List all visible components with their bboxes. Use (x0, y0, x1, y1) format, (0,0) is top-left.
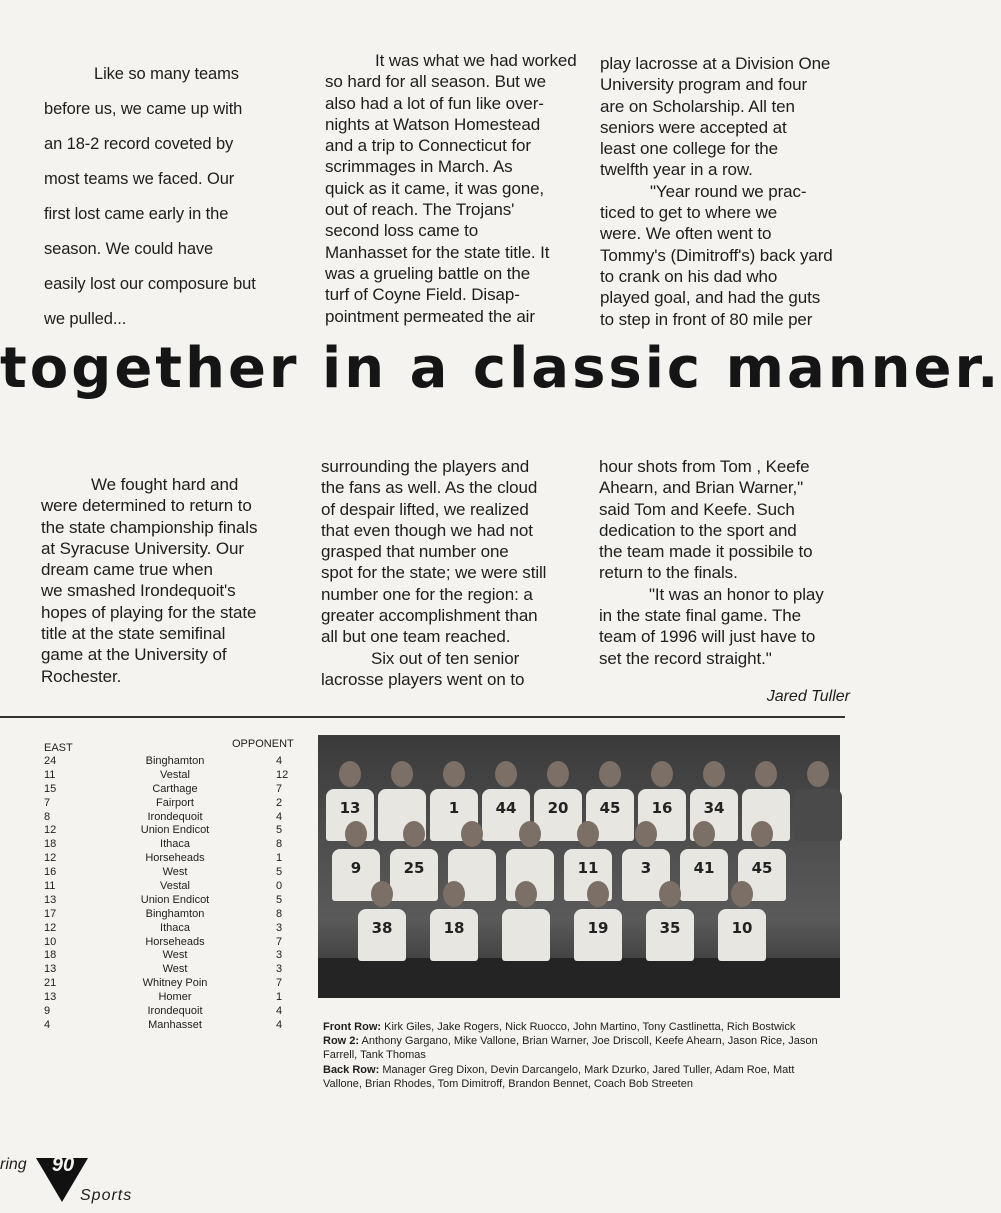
article-line: we pulled... (44, 310, 127, 328)
player-figure (646, 881, 694, 961)
score-east: 9 (44, 1005, 51, 1018)
article-line: Six out of ten senior (371, 648, 520, 668)
article-column-1 (44, 57, 306, 337)
score-east: 7 (44, 796, 51, 809)
player-head (515, 881, 537, 907)
article-line: scrimmages in March. As (325, 157, 513, 177)
player-head (403, 821, 425, 847)
article-line: team of 1996 will just have to (599, 627, 816, 647)
score-east: 21 (44, 977, 57, 990)
article-line: We fought hard and (91, 475, 239, 494)
caption-front-label: Front Row: (323, 1021, 382, 1033)
score-row (30, 866, 300, 880)
score-team: Manhasset (148, 1018, 202, 1031)
article-line: nights at Watson Homestead (325, 114, 541, 134)
score-team: Union Endicot (140, 893, 210, 906)
coach-figure (794, 761, 842, 841)
byline: Jared Tuller (766, 688, 850, 705)
jersey-number: 41 (680, 849, 728, 901)
score-team: Fairport (156, 796, 194, 809)
article-line: "It was an honor to play (649, 584, 824, 604)
article-column-4 (41, 474, 303, 687)
article-line: said Tom and Keefe. Such (599, 499, 795, 519)
player-head (731, 881, 753, 907)
score-opp: 3 (276, 963, 283, 976)
article-line: Tommy's (Dimitroff's) back yard (600, 245, 833, 265)
score-opp: 5 (276, 866, 283, 879)
article-line: of despair lifted, we realized (321, 499, 529, 519)
article-line: was a grueling battle on the (325, 263, 531, 283)
article-line: dedication to the sport and (599, 520, 797, 540)
score-opp: 8 (276, 838, 283, 851)
score-east: 11 (44, 880, 56, 893)
score-east: 24 (44, 755, 57, 767)
article-column-2 (325, 50, 583, 327)
player-head (547, 761, 569, 787)
article-line: at Syracuse University. Our (41, 538, 244, 558)
score-opp: 8 (276, 907, 283, 920)
score-row (30, 908, 300, 922)
score-opp: 1 (276, 852, 283, 865)
score-team: Vestal (160, 768, 190, 781)
score-opp: 0 (276, 880, 283, 893)
article-line: before us, we came up with (44, 100, 243, 118)
article-line: so hard for all season. But we (325, 72, 546, 92)
jersey-number: 11 (564, 849, 612, 901)
score-row (30, 1005, 300, 1019)
headline: together in a classic manner. (0, 336, 1001, 401)
score-opp: 7 (276, 977, 283, 990)
player-figure (430, 881, 478, 961)
score-opp: 7 (276, 782, 283, 795)
page-number: 90 (51, 1154, 75, 1176)
score-opp: 12 (276, 768, 289, 781)
article-line: were. We often went to (600, 224, 772, 244)
article-line: Like so many teams (94, 65, 239, 83)
player-head (391, 761, 413, 787)
article-line: twelfth year in a row. (600, 160, 753, 180)
article-line: University program and four (600, 75, 808, 95)
score-east: 18 (44, 949, 57, 962)
article-line: season. We could have (44, 240, 214, 258)
score-team: Whitney Poin (142, 977, 208, 990)
player-head (461, 821, 483, 847)
article-line: that even though we had not (321, 520, 533, 540)
score-team: Horseheads (145, 935, 205, 948)
player-head (755, 761, 777, 787)
player-figure (358, 881, 406, 961)
score-team: Homer (158, 991, 192, 1004)
article-column-6 (599, 456, 860, 669)
article-line: are on Scholarship. All ten (600, 96, 795, 116)
score-row (30, 894, 300, 908)
score-row (30, 922, 300, 936)
jersey-number: 34 (690, 789, 738, 841)
article-line: play lacrosse at a Division One (600, 54, 831, 73)
jersey-number: 20 (534, 789, 582, 841)
jersey-number: 18 (430, 909, 478, 961)
article-line: to step in front of 80 mile per (600, 309, 813, 329)
score-row (30, 880, 300, 894)
score-opp: 4 (276, 755, 283, 767)
score-east: 15 (44, 782, 57, 795)
score-east: 18 (44, 838, 57, 851)
jersey-number: 45 (738, 849, 786, 901)
article-line: most teams we faced. Our (44, 170, 235, 188)
player-head (693, 821, 715, 847)
jersey-number: 38 (358, 909, 406, 961)
page-footer (0, 1150, 200, 1213)
player-head (599, 761, 621, 787)
score-opp: 2 (276, 796, 283, 809)
caption-row2-label: Row 2: (323, 1035, 360, 1048)
player-head (339, 761, 361, 787)
article-line: surrounding the players and (321, 457, 530, 476)
score-team: Union Endicot (140, 824, 210, 837)
article-line: game at the University of (41, 645, 227, 665)
player-figure (502, 881, 550, 961)
article-line: set the record straight." (599, 648, 772, 668)
jersey-number (502, 909, 550, 961)
score-east: 17 (44, 907, 57, 920)
article-line: out of reach. The Trojans' (325, 200, 515, 220)
score-team: Vestal (160, 880, 190, 893)
score-row (30, 949, 300, 963)
score-row (30, 769, 300, 783)
score-opp: 3 (276, 921, 283, 934)
score-opp: 5 (276, 893, 283, 906)
score-row (30, 811, 300, 825)
article-line: title at the state semifinal (41, 624, 226, 644)
jersey-number: 13 (326, 789, 374, 841)
score-opp: 4 (276, 810, 283, 823)
article-line: spot for the state; we were still (321, 563, 547, 583)
score-team: West (162, 963, 188, 976)
article-line: return to the finals. (599, 563, 738, 583)
caption-front-text: Kirk Giles, Jake Rogers, Nick Ruocco, John Martino, Tony Castlinetta, Rich Bostwick (384, 1021, 796, 1033)
article-line: the state championship finals (41, 517, 258, 537)
article-line: Ahearn, and Brian Warner," (599, 478, 804, 498)
article-line: hour shots from Tom , Keefe (599, 457, 810, 476)
score-row (30, 797, 300, 811)
article-line: we smashed Irondequoit's (41, 581, 236, 601)
article-line: and a trip to Connecticut for (325, 136, 531, 156)
score-row (30, 936, 300, 950)
score-row (30, 977, 300, 991)
article-line: first lost came early in the (44, 205, 229, 223)
player-head (659, 881, 681, 907)
article-line: "Year round we prac- (650, 181, 807, 201)
jersey-number: 45 (586, 789, 634, 841)
jersey-number: 1 (430, 789, 478, 841)
article-line: an 18-2 record coveted by (44, 135, 234, 153)
score-row (30, 824, 300, 838)
player-head (519, 821, 541, 847)
jersey-number: 25 (390, 849, 438, 901)
score-east: 12 (44, 824, 57, 837)
score-opp: 5 (276, 824, 283, 837)
score-east: 10 (44, 935, 57, 948)
section-divider (0, 716, 845, 718)
article-line: grasped that number one (321, 542, 509, 562)
score-team: Carthage (152, 782, 198, 795)
score-east: 11 (44, 768, 56, 781)
article-line: in the state final game. The (599, 606, 801, 626)
player-head (443, 761, 465, 787)
player-head (577, 821, 599, 847)
jersey-number (794, 789, 842, 841)
article-line: It was what we had worked (375, 51, 577, 70)
caption-back-text: Manager Greg Dixon, Devin Darcangelo, Mark Dzurko, Jared Tuller, Adam Roe, Matt Vallone, Brian Rhodes, Tom Dimitroff, Brandon Bennet, Coach Bob Streeten (323, 1063, 795, 1090)
jersey-number: 9 (332, 849, 380, 901)
article-line: were determined to return to (41, 496, 252, 516)
player-figure (574, 881, 622, 961)
player-figure (718, 881, 766, 961)
player-head (345, 821, 367, 847)
jersey-number: 10 (718, 909, 766, 961)
footer-section: Sports (80, 1187, 133, 1204)
jersey-number: 44 (482, 789, 530, 841)
score-row (30, 783, 300, 797)
score-team: Binghamton (145, 755, 205, 767)
article-line: seniors were accepted at (600, 117, 787, 137)
article-line: turf of Coyne Field. Disap- (325, 285, 520, 305)
team-photo (318, 735, 840, 998)
score-east: 12 (44, 852, 57, 865)
player-head (443, 881, 465, 907)
score-opp: 3 (276, 949, 283, 962)
footer-season: ring (0, 1156, 27, 1173)
score-row (30, 838, 300, 852)
score-opp: 4 (276, 1018, 283, 1031)
score-team: Irondequoit (147, 1005, 203, 1018)
article-line: ticed to get to where we (600, 203, 778, 223)
east-header: EAST (44, 742, 73, 754)
article-line: Rochester. (41, 666, 122, 686)
score-opp: 1 (276, 991, 283, 1004)
score-rows (30, 755, 300, 1033)
score-east: 16 (44, 866, 57, 879)
opponent-header: OPPONENT (232, 738, 294, 750)
score-team: Irondequoit (147, 810, 203, 823)
article-line: quick as it came, it was gone, (325, 178, 545, 198)
article-column-5 (321, 456, 583, 690)
article-line: the team made it possibile to (599, 542, 813, 562)
caption-row2-text: Anthony Gargano, Mike Vallone, Brian Warner, Joe Driscoll, Keefe Ahearn, Jason Rice, Jason Farrell, Tank Thomas (323, 1035, 818, 1062)
score-team: West (162, 949, 188, 962)
article-line: greater accomplishment than (321, 606, 538, 626)
score-opp: 7 (276, 935, 283, 948)
article-line: number one for the region: a (321, 584, 533, 604)
article-line: least one college for the (600, 139, 779, 159)
score-east: 13 (44, 991, 57, 1004)
article-line: lacrosse players went on to (321, 669, 525, 689)
gym-floor (318, 958, 840, 998)
jersey-number: 16 (638, 789, 686, 841)
article-line: dream came true when (41, 560, 213, 580)
jersey-number: 19 (574, 909, 622, 961)
player-head (635, 821, 657, 847)
score-team: Binghamton (145, 907, 205, 920)
article-line: pointment permeated the air (325, 306, 535, 326)
article-line: all but one team reached. (321, 627, 511, 647)
score-east: 12 (44, 921, 57, 934)
article-line: the fans as well. As the cloud (321, 478, 538, 498)
article-line: to crank on his dad who (600, 266, 778, 286)
score-east: 13 (44, 893, 57, 906)
article-line: second loss came to (325, 221, 479, 241)
score-team: Horseheads (145, 852, 205, 865)
score-east: 13 (44, 963, 57, 976)
player-head (807, 761, 829, 787)
article-column-3 (600, 53, 860, 330)
jersey-number: 3 (622, 849, 670, 901)
score-team: Ithaca (160, 838, 190, 851)
score-row (30, 1019, 300, 1033)
caption-back-label: Back Row: (323, 1063, 380, 1076)
article-line: played goal, and had the guts (600, 288, 821, 308)
photo-caption (323, 1020, 823, 1091)
player-head (751, 821, 773, 847)
score-east: 4 (44, 1018, 51, 1031)
article-line: hopes of playing for the state (41, 602, 257, 622)
player-head (587, 881, 609, 907)
article-line: also had a lot of fun like over- (325, 93, 544, 113)
score-team: West (162, 866, 188, 879)
score-row (30, 991, 300, 1005)
player-head (651, 761, 673, 787)
score-team: Ithaca (160, 921, 190, 934)
jersey-number: 35 (646, 909, 694, 961)
score-row (30, 963, 300, 977)
article-line: Manhasset for the state title. It (325, 242, 550, 262)
player-head (703, 761, 725, 787)
score-row (30, 755, 300, 769)
score-opp: 4 (276, 1005, 283, 1018)
player-head (371, 881, 393, 907)
article-line: easily lost our composure but (44, 275, 256, 293)
score-east: 8 (44, 810, 51, 823)
score-row (30, 852, 300, 866)
player-head (495, 761, 517, 787)
